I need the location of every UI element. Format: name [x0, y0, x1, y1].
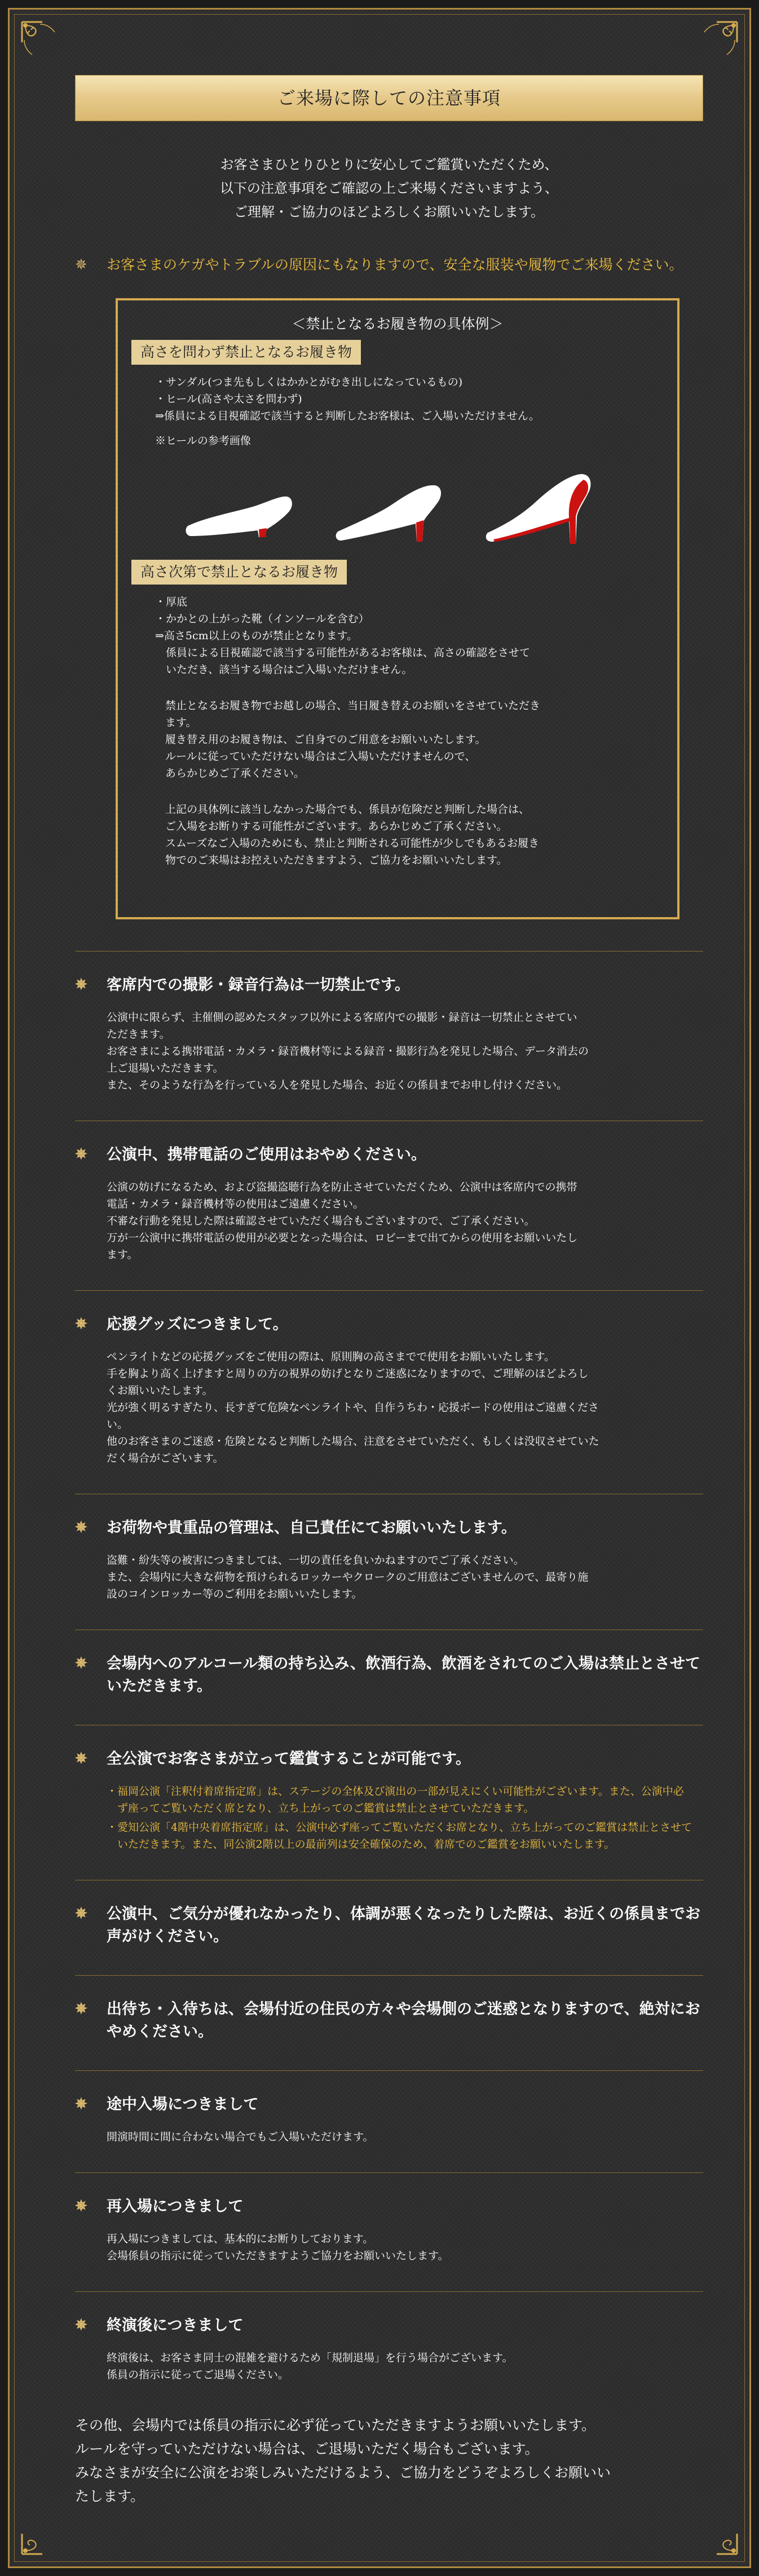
corner-flourish-icon: [20, 20, 65, 65]
list-item: ・ヒール(高さや太さを問わず): [155, 393, 302, 405]
section-body: [107, 1009, 693, 1094]
rule-section: [75, 2070, 703, 2145]
para-line: あらかじめご了承ください。: [165, 767, 305, 780]
section-heading: [75, 1313, 703, 1336]
high-heel-shoe-image: [482, 463, 601, 547]
rule-section: [75, 1630, 703, 1698]
rule-section: [75, 1494, 703, 1603]
body-line: 他のお客さまのご迷惑・危険となると判断した場合、注意をさせていただく、もしくは没収させていた: [107, 1435, 599, 1448]
section-heading-text: 再入場につきまして: [107, 2198, 244, 2215]
section-heading: [75, 2196, 703, 2218]
venue-note: [107, 1819, 693, 1853]
star-burst-icon: ✵: [75, 1905, 87, 1922]
section-heading-text: 会場内へのアルコール類の持ち込み、飲酒行為、飲酒をされてのご入場は禁止とさせていただきます。: [107, 1655, 700, 1695]
venue-note-text: 愛知公演「4階中央着席指定席」は、公演中必ず座ってご覧いただくお席となり、立ち上がってのご鑑賞は禁止とさせていただきます。また、同公演2階以上の最前列は安全確保のため、着席でのご鑑賞をお願いいたします。: [117, 1821, 692, 1851]
list-item: いただき、該当する場合はご入場いただけません。: [155, 663, 413, 676]
para-line: 物でのご来場はお控えいただきますよう、ご協力をお願いいたします。: [165, 854, 508, 866]
closing-line: ルールを守っていただけない場合は、ご退場いただく場合もございます。: [75, 2441, 539, 2457]
corner-flourish-icon: [694, 2511, 739, 2556]
body-line: 万が一公演中に携帯電話の使用が必要となった場合は、ロビーまで出てからの使用をお願いいたし: [107, 1232, 578, 1244]
body-line: い。: [107, 1418, 129, 1431]
always-prohibited-list: [155, 374, 664, 449]
body-line: だく場合がございます。: [107, 1452, 224, 1464]
content: [75, 75, 703, 2508]
venue-note-text: 福岡公演「注釈付着席指定席」は、ステージの全体及び演出の一部が見えにくい可能性がございます。また、公演中必ず座ってご覧いただく席となり、立ち上がってのご鑑賞は禁止とさせていただきます。: [117, 1785, 684, 1814]
star-burst-icon: ✵: [75, 256, 87, 273]
footwear-notice: [75, 254, 703, 276]
para-line: ご入場をお断りする可能性がございます。あらかじめご了承ください。: [165, 820, 508, 833]
list-item: ⇒高さ5cm以上のものが禁止となります。: [155, 630, 358, 642]
para-line: 上記の具体例に該当しなかった場合でも、係員が危険だと判断した場合は、: [165, 803, 530, 816]
prohibited-footwear-box: [116, 298, 679, 919]
venue-note: [107, 1783, 693, 1817]
intro-line: 以下の注意事項をご確認の上ご来場くださいますよう、: [220, 180, 558, 196]
body-line: 電話・カメラ・録音機材等の使用はご遠慮ください。: [107, 1198, 364, 1210]
star-burst-icon: ✵: [75, 1519, 87, 1536]
section-heading: [75, 1903, 703, 1948]
section-body: [107, 2128, 693, 2145]
intro-line: ご理解・ご協力のほどよろしくお願いいたします。: [233, 204, 545, 220]
section-body: [107, 1783, 693, 1853]
section-heading-text: 応援グッズにつきまして。: [107, 1316, 288, 1333]
body-line: また、そのような行為を行っている人を発見した場合、お近くの係員までお申し付けください。: [107, 1079, 568, 1091]
rule-section: [75, 2291, 703, 2383]
body-line: 係員の指示に従ってご退場ください。: [107, 2369, 289, 2381]
rule-section: [75, 1725, 703, 1853]
star-burst-icon: ✵: [75, 1655, 87, 1672]
star-burst-icon: ✵: [75, 2000, 87, 2017]
section-heading: [75, 1517, 703, 1539]
section-heading-text: 出待ち・入待ちは、会場付近の住民の方々や会場側のご迷惑となりますので、絶対におやめください。: [107, 2000, 700, 2041]
corner-flourish-icon: [694, 20, 739, 65]
section-heading-text: 公演中、携帯電話のご使用はおやめください。: [107, 1146, 426, 1163]
para-line: スムーズなご入場のためにも、禁止と判断される可能性が少しでもあるお履き: [165, 837, 540, 849]
para-line: ルールに従っていただけない場合はご入場いただけませんので、: [165, 750, 476, 763]
box-title: ＜禁止となるお履き物の具体例＞: [292, 316, 504, 332]
list-item: 係員による目視確認で該当する可能性があるお客様は、高さの確認をさせて: [155, 647, 531, 659]
height-dependent-list: [155, 594, 664, 678]
bullet-icon: ・: [107, 1821, 118, 1834]
body-line: 盗難・紛失等の被害につきましては、一切の責任を負いかねますのでご了承ください。: [107, 1554, 524, 1566]
page-frame: [8, 8, 751, 2568]
bullet-icon: ・: [107, 1785, 118, 1798]
list-item: ・厚底: [155, 596, 188, 608]
star-burst-icon: ✵: [75, 1750, 87, 1767]
body-line: 開演時間に間に合わない場合でもご入場いただけます。: [107, 2131, 374, 2143]
change-shoes-paragraph: [165, 697, 650, 782]
body-line: ます。: [107, 1249, 138, 1261]
body-line: 公演の妨げになるため、および盗撮盗聴行為を防止させていただくため、公演中は客席内での携帯: [107, 1181, 577, 1193]
rule-section: [75, 1121, 703, 1263]
mid-heel-shoe-image: [332, 463, 451, 547]
low-heel-shoe-image: [182, 463, 301, 547]
section-body: [107, 2349, 693, 2383]
subheading-height-dependent: 高さ次第で禁止となるお履き物: [131, 560, 347, 585]
rule-section: [75, 1290, 703, 1467]
closing-text: [75, 2414, 703, 2508]
intro-line: お客さまひとりひとりに安心してご鑑賞いただくため、: [220, 157, 558, 172]
section-divider: [75, 1290, 703, 1291]
rule-section: [75, 2172, 703, 2264]
section-heading: [75, 974, 703, 997]
para-line: ます。: [165, 716, 197, 729]
corner-flourish-icon: [20, 2511, 65, 2556]
section-body: [107, 1348, 693, 1467]
para-line: 禁止となるお履き物でお越しの場合、当日履き替えのお願いをさせていただき: [165, 700, 541, 712]
section-heading-text: 公演中、ご気分が優れなかったり、体調が悪くなったりした際は、お近くの係員までお声がけください。: [107, 1905, 700, 1945]
section-heading: [75, 1653, 703, 1698]
body-line: くお願いいたします。: [107, 1384, 213, 1397]
body-line: 公演中に限らず、主催側の認めたスタッフ以外による客席内での撮影・録音は一切禁止とさせてい: [107, 1011, 577, 1024]
closing-line: みなさまが安全に公演をお楽しみいただけるよう、ご協力をどうぞよろしくお願いい: [75, 2464, 611, 2481]
body-line: 不審な行動を発見した際は確認させていただく場合もございますので、ご了承ください。: [107, 1215, 535, 1227]
body-line: 上ご退場いただきます。: [107, 1062, 224, 1074]
rule-section: [75, 1975, 703, 2043]
body-line: 会場係員の指示に従っていただきますようご協力をお願いいたします。: [107, 2250, 449, 2262]
page-title: ご来場に際しての注意事項: [75, 75, 703, 121]
list-item: ・かかとの上がった靴（インソールを含む）: [155, 613, 369, 625]
body-line: 設のコインロッカー等のご利用をお願いいたします。: [107, 1588, 363, 1600]
section-body: [107, 1552, 693, 1603]
closing-line: その他、会場内では係員の指示に必ず従っていただきますようお願いいたします。: [75, 2417, 596, 2433]
section-heading-text: 終演後につきまして: [107, 2317, 244, 2334]
section-heading: [75, 2314, 703, 2337]
body-line: 終演後は、お客さま同士の混雑を避けるため「規制退場」を行う場合がございます。: [107, 2352, 513, 2364]
section-heading: [75, 1144, 703, 1166]
section-divider: [75, 2070, 703, 2071]
star-burst-icon: ✵: [75, 2317, 87, 2334]
refusal-paragraph: [165, 801, 650, 869]
section-heading-text: 途中入場につきまして: [107, 2096, 259, 2113]
closing-line: たします。: [75, 2488, 145, 2504]
section-heading: [75, 2093, 703, 2116]
body-line: お客さまによる携帯電話・カメラ・録音機材等による録音・撮影行為を発見した場合、データ消去の: [107, 1045, 589, 1057]
rule-section: [75, 951, 703, 1094]
list-item: ・サンダル(つま先もしくはかかとがむき出しになっているもの): [155, 376, 463, 388]
section-heading-text: 全公演でお客さまが立って鑑賞することが可能です。: [107, 1750, 471, 1768]
body-line: 光が強く明るすぎたり、長すぎて危険なペンライトや、自作うちわ・応援ボードの使用はご遠慮くださ: [107, 1401, 599, 1414]
section-body: [107, 2230, 693, 2264]
star-burst-icon: ✵: [75, 1146, 87, 1163]
section-divider: [75, 1975, 703, 1976]
para-line: 履き替え用のお履き物は、ご自身でのご用意をお願いいたします。: [165, 733, 486, 746]
notice-text: お客さまのケガやトラブルの原因にもなりますので、安全な服装や履物でご来場ください。: [107, 256, 683, 273]
section-heading-text: 客席内での撮影・録音行為は一切禁止です。: [107, 976, 410, 994]
star-burst-icon: ✵: [75, 2096, 87, 2113]
body-line: 再入場につきましては、基本的にお断りしております。: [107, 2233, 374, 2245]
subheading-always-prohibited: 高さを問わず禁止となるお履き物: [131, 340, 361, 365]
body-line: ペンライトなどの応援グッズをご使用の際は、原則胸の高さまでで使用をお願いいたします。: [107, 1351, 555, 1363]
body-line: また、会場内に大きな荷物を預けられるロッカーやクロークのご用意はございませんので、最寄り施: [107, 1571, 589, 1583]
section-heading: [75, 1748, 703, 1771]
body-line: ただきます。: [107, 1028, 170, 1041]
section-divider: [75, 2291, 703, 2292]
section-heading: [75, 1998, 703, 2043]
rule-section: [75, 1880, 703, 1948]
section-body: [107, 1179, 693, 1263]
star-burst-icon: ✵: [75, 976, 87, 993]
body-line: 手を胸より高く上げますと周りの方の視界の妨げとなりご迷惑になりますので、ご理解のほどよろし: [107, 1367, 589, 1380]
section-divider: [75, 2172, 703, 2173]
heel-reference-images: [182, 463, 664, 547]
section-heading-text: お荷物や貴重品の管理は、自己責任にてお願いいたします。: [107, 1519, 517, 1537]
rules-sections: [75, 951, 703, 2383]
star-burst-icon: ✵: [75, 1316, 87, 1333]
intro-text: [75, 153, 703, 224]
list-item: ⇒係員による目視確認で該当すると判断したお客様は、ご入場いただけません。: [155, 410, 540, 422]
star-burst-icon: ✵: [75, 2198, 87, 2215]
heel-reference-label: ※ヒールの参考画像: [155, 435, 251, 447]
